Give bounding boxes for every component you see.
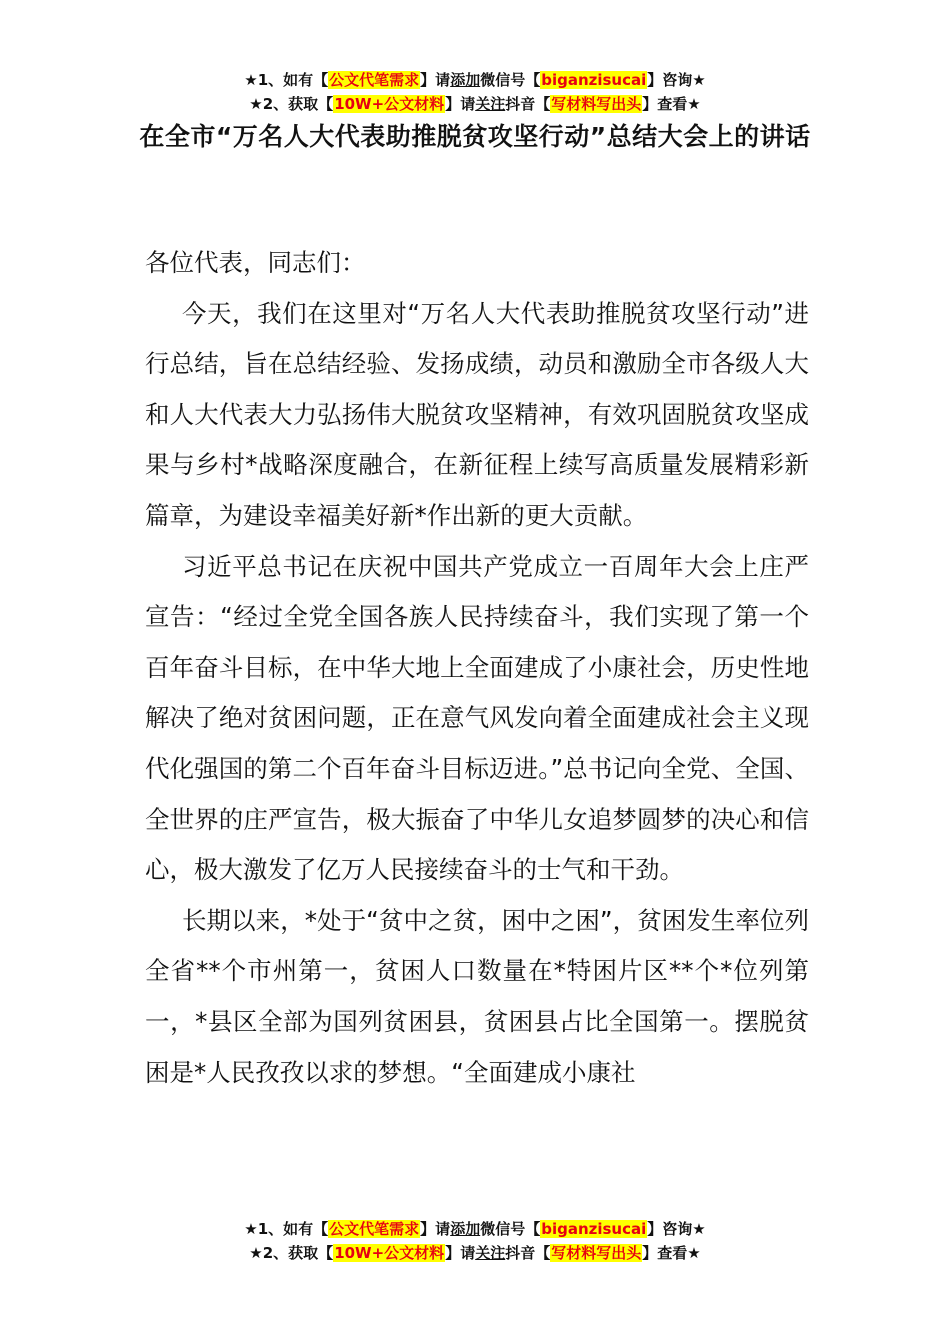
promo-text: 】查看★ — [642, 95, 701, 113]
promo-text: 】请 — [445, 1244, 476, 1262]
promo-underline-text: 关注 — [475, 95, 506, 113]
promo-text: ★1、如有【 — [244, 71, 329, 89]
wechat-id-highlight: biganzisucai — [541, 1220, 647, 1238]
promo-underline-text: 添加 — [450, 71, 481, 89]
promo-text: 】咨询★ — [647, 1220, 706, 1238]
document-body — [145, 238, 809, 1098]
promo-line-1 — [0, 1217, 950, 1241]
promo-text: 】请 — [420, 71, 451, 89]
header-promo-banner — [0, 68, 950, 116]
promo-text: 抖音【 — [505, 95, 551, 113]
salutation: 各位代表，同志们： — [145, 248, 366, 277]
promo-text: 】请 — [445, 95, 476, 113]
promo-text: ★2、获取【 — [249, 1244, 334, 1262]
promo-text: 】咨询★ — [647, 71, 706, 89]
promo-underline-text: 关注 — [475, 1244, 506, 1262]
promo-highlight: 公文代笔需求 — [329, 1220, 420, 1238]
wechat-id-highlight: biganzisucai — [541, 71, 647, 89]
paragraph-2: 习近平总书记在庆祝中国共产党成立一百周年大会上庄严宣告：“经过全党全国各族人民持续奋斗，我们实现了第一个百年奋斗目标，在中华大地上全面建成了小康社会，历史性地解决了绝对贫困问题，正在意气风发向着全面建成社会主义现代化强国的第二个百年奋斗目标迈进。”总书记向全党、全国、全世界的庄严宣告，极大振奋了中华儿女追梦圆梦的决心和信心，极大激发了亿万人民接续奋斗的士气和干劲。 — [145, 551, 809, 885]
douyin-id-highlight: 写材料写出头 — [551, 1244, 642, 1262]
promo-text: 微信号【 — [480, 1220, 541, 1238]
promo-text: ★1、如有【 — [244, 1220, 329, 1238]
promo-highlight: 10W+公文材料 — [334, 95, 445, 113]
footer-promo-banner — [0, 1217, 950, 1265]
promo-text: 微信号【 — [480, 71, 541, 89]
promo-underline-text: 添加 — [450, 1220, 481, 1238]
promo-highlight: 10W+公文材料 — [334, 1244, 445, 1262]
promo-text: 】查看★ — [642, 1244, 701, 1262]
promo-line-2 — [0, 1241, 950, 1265]
promo-text: 】请 — [420, 1220, 451, 1238]
paragraph-3: 长期以来，*处于“贫中之贫，困中之困”，贫困发生率位列全省**个市州第一，贫困人口数量在*特困片区**个*位列第一，*县区全部为国列贫困县，贫困县占比全国第一。摆脱贫困是*人民孜孜以求的梦想。“全面建成小康社 — [145, 905, 809, 1087]
promo-line-1 — [0, 68, 950, 92]
document-title: 在全市“万名人大代表助推脱贫攻坚行动”总结大会上的讲话 — [139, 122, 811, 151]
douyin-id-highlight: 写材料写出头 — [551, 95, 642, 113]
paragraph-1: 今天，我们在这里对“万名人大代表助推脱贫攻坚行动”进行总结，旨在总结经验、发扬成绩，动员和激励全市各级人大和人大代表大力弘扬伟大脱贫攻坚精神，有效巩固脱贫攻坚成果与乡村*战略深度融合，在新征程上续写高质量发展精彩新篇章，为建设幸福美好新*作出新的更大贡献。 — [145, 298, 809, 530]
promo-highlight: 公文代笔需求 — [329, 71, 420, 89]
promo-text: ★2、获取【 — [249, 95, 334, 113]
promo-text: 抖音【 — [505, 1244, 551, 1262]
